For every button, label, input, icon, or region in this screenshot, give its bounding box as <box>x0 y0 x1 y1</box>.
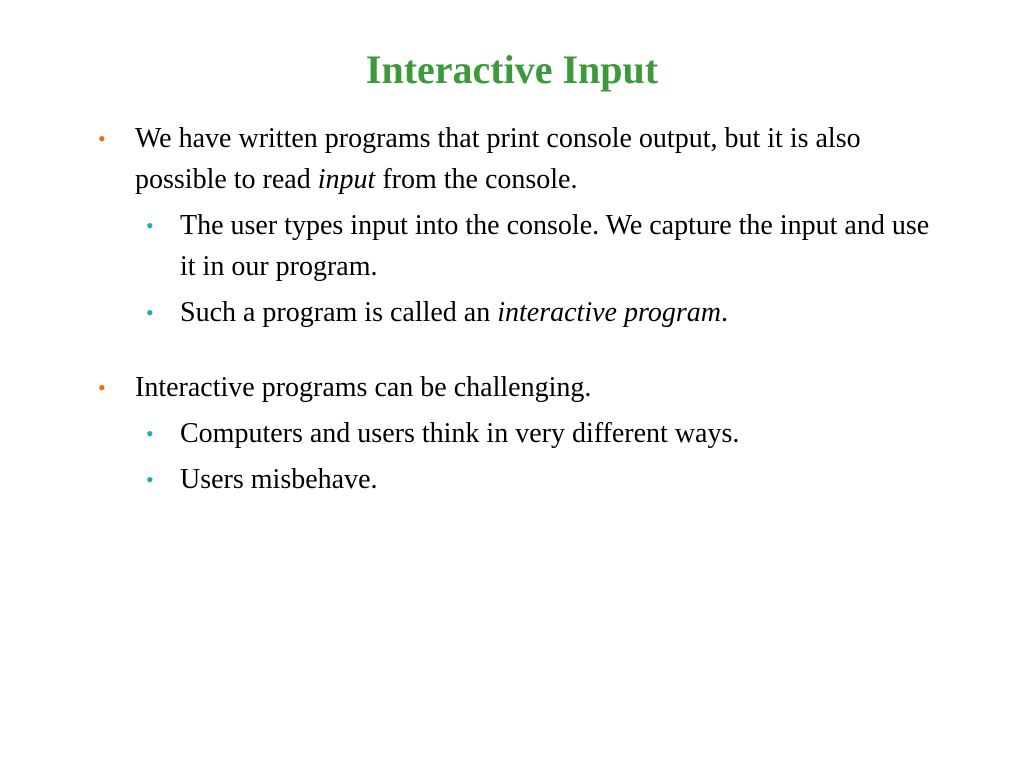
bullet-item <box>92 118 942 200</box>
bullet-dot-icon: • <box>146 213 154 238</box>
emphasis-text: input <box>317 164 376 195</box>
bullet-dot-icon: • <box>98 375 106 400</box>
bullet-text: The user types input into the console. We capture the input and use it in our program. <box>180 210 930 282</box>
spacer <box>92 333 942 367</box>
sub-bullet-item <box>92 292 942 333</box>
bullet-item <box>92 367 942 408</box>
bullet-text: Interactive programs can be challenging. <box>135 372 592 403</box>
bullet-text: Users misbehave. <box>180 464 378 495</box>
bullet-dot-icon: • <box>146 300 154 325</box>
bullet-text: Computers and users think in very different ways. <box>180 418 740 449</box>
emphasis-text: interactive program <box>497 297 721 328</box>
sub-bullet-item <box>92 413 942 454</box>
bullet-dot-icon: • <box>146 467 154 492</box>
sub-bullet-item <box>92 459 942 500</box>
bullet-dot-icon: • <box>98 126 106 151</box>
bullet-text: We have written programs that print console output, but it is also possible to read input from the console. <box>135 123 861 195</box>
slide-body <box>92 118 942 500</box>
slide-title: Interactive Input <box>365 47 659 92</box>
sub-bullet-item <box>92 205 942 287</box>
bullet-text: Such a program is called an interactive program. <box>180 297 728 328</box>
bullet-dot-icon: • <box>146 421 154 446</box>
